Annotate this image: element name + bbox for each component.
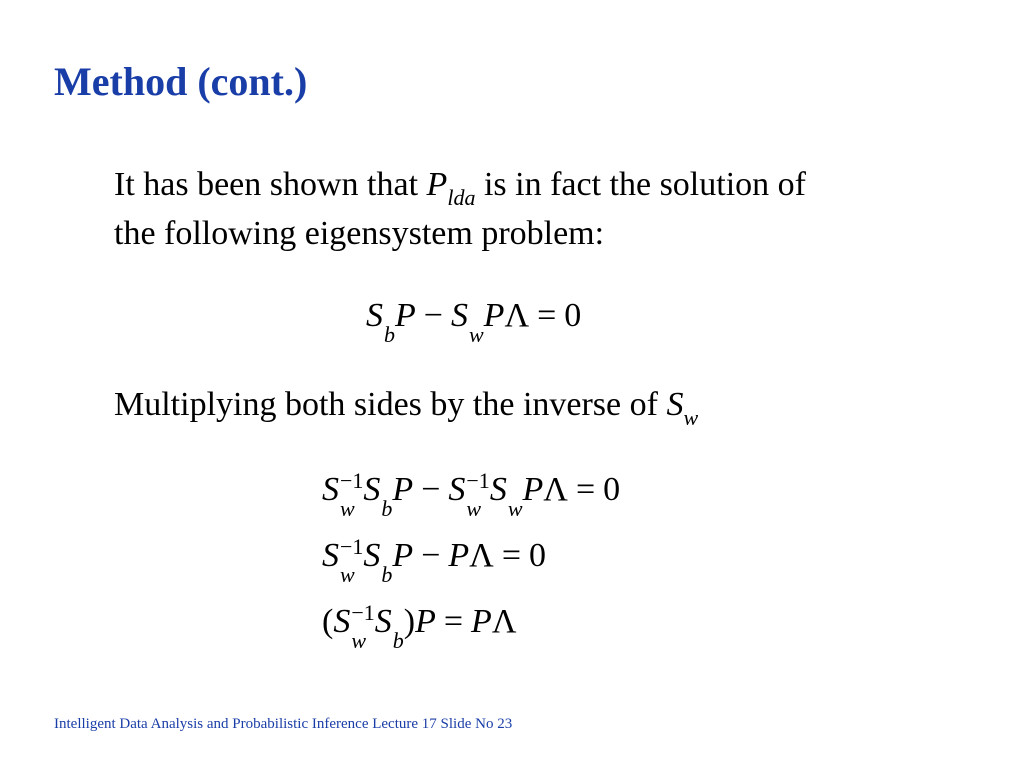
paragraph-eigensystem xyxy=(114,162,806,257)
equation-1: S b P − S w PΛ = 0 xyxy=(366,296,582,347)
para2-text: Multiplying both sides by the inverse of xyxy=(114,386,667,423)
paragraph-multiplying xyxy=(114,382,698,431)
para1-prefix: It has been shown that xyxy=(114,166,427,203)
symbol-s-subscript: w xyxy=(683,405,699,430)
equation-4: (S −1 w S b )P = PΛ xyxy=(322,600,517,653)
symbol-s: S xyxy=(666,386,684,423)
para1-suffix: is in fact the solution of xyxy=(475,166,806,203)
slide-footer: Intelligent Data Analysis and Probabilistic Inference Lecture 17 Slide No 23 xyxy=(54,716,513,732)
symbol-p-subscript: lda xyxy=(447,185,476,210)
equation-2: S −1 w S b P − S −1 w S w PΛ = 0 xyxy=(322,468,621,521)
symbol-p: P xyxy=(426,166,448,203)
equation-3: S −1 w S b P − PΛ = 0 xyxy=(322,534,547,587)
slide-title: Method (cont.) xyxy=(54,59,308,104)
para1-line2: the following eigensystem problem: xyxy=(114,215,605,252)
